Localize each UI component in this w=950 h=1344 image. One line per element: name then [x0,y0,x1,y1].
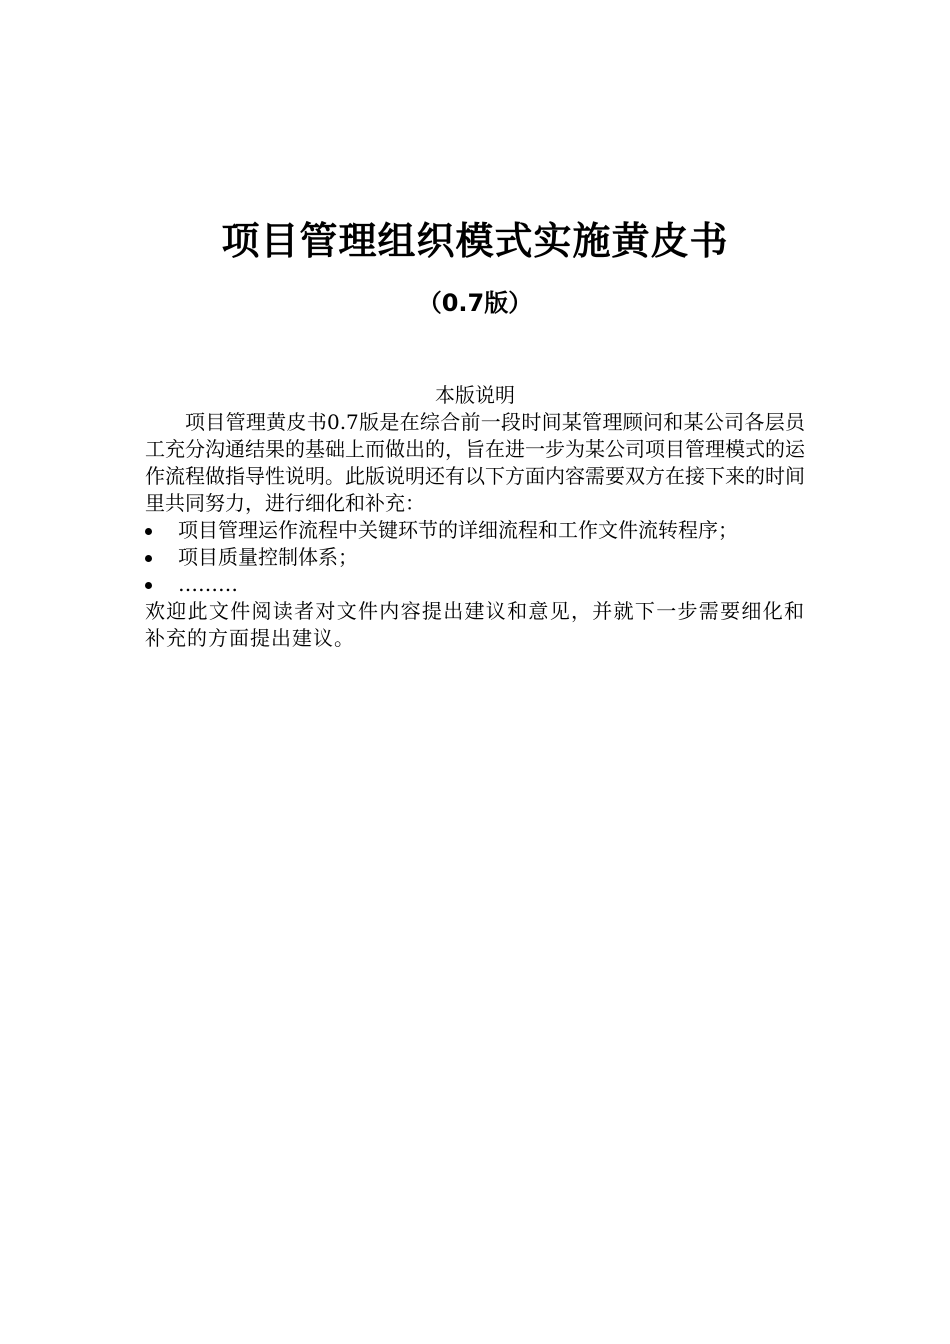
list-item-text: 项目质量控制体系； [178,545,358,569]
closing-paragraph: 欢迎此文件阅读者对文件内容提出建议和意见，并就下一步需要细化和补充的方面提出建议。 [145,599,805,650]
list-item [145,571,805,598]
bullet-list [145,517,805,598]
bullet-icon [145,555,152,562]
list-item-text: ……… [178,572,238,596]
intro-paragraph: 项目管理黄皮书0.7版是在综合前一段时间某管理顾问和某公司各层员工充分沟通结果的基础上而做出的，旨在进一步为某公司项目管理模式的运作流程做指导性说明。此版说明还有以下方面内容需要双方在接下来的时间里共同努力，进行细化和补充： [145,410,805,515]
document-version: （0.7版） [417,289,533,317]
document-body [145,382,805,652]
bullet-icon [145,582,152,589]
list-item [145,517,805,544]
bullet-icon [145,528,152,535]
list-item-text: 项目管理运作流程中关键环节的详细流程和工作文件流转程序； [178,518,738,542]
list-item [145,544,805,571]
section-heading: 本版说明 [435,383,515,407]
document-title: 项目管理组织模式实施黄皮书 [221,219,729,263]
